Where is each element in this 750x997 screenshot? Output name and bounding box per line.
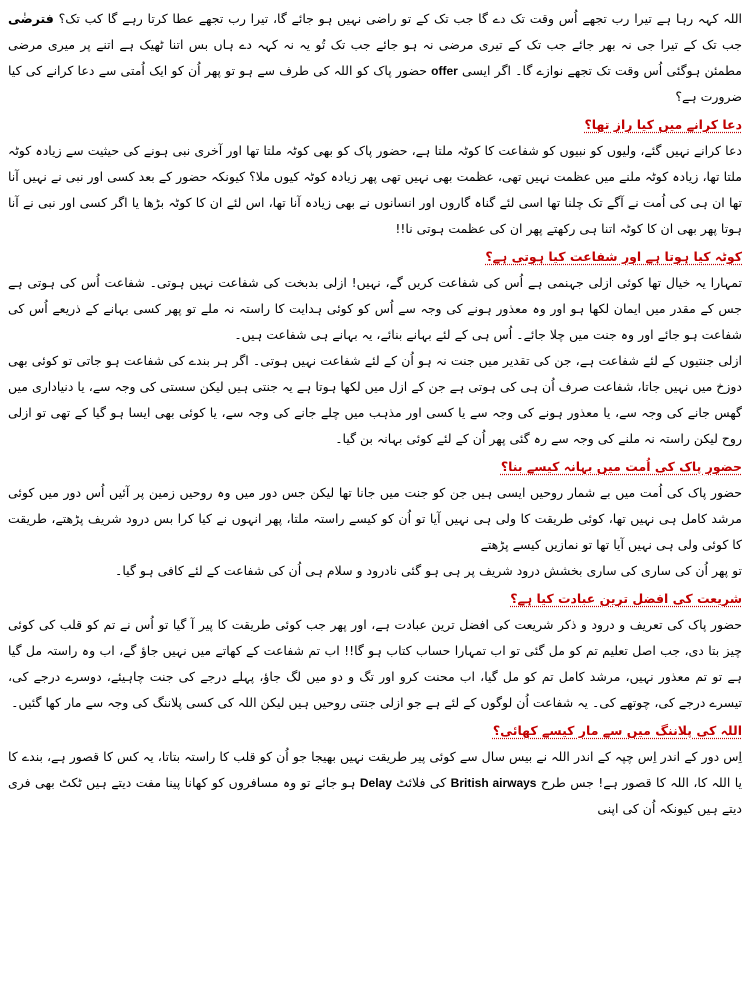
section-heading-3: حضور پاک کی اُمت میں بہانہ کیسے بنا؟ xyxy=(500,459,742,474)
section-heading-1: دعا کرانے میں کیا راز تھا؟ xyxy=(584,117,742,132)
section-5-paragraph-1 xyxy=(8,744,742,822)
section-1-paragraph-1: دعا کرانے نہیں گئے، ولیوں کو نبیوں کو شفاعت کا کوٹہ ملتا ہے، حضور پاک کو بھی کوٹہ ملتا تھا اور آخری نبی ہونے کی حیثیت سے زیادہ کوٹہ ملتا تھا، زیادہ کوٹہ ملنے میں عظمت نہیں تھی، عظمت بھی نہیں تھی پھر زیادہ کوٹہ کیوں ملا؟ کیونکہ حضور کے بعد کسی اور نبی نے نہیں آنا تھا ان ہی کی اُمت نے آگے تک چلنا تھا اسی لئے گناہ گاروں اور انسانوں نے بھی زیادہ آنا تھا، اس لئے ان کا کوٹہ بڑھا یا اگر کسی اور نبی نے آنا ہوتا پھر بھی ان کا کوٹہ اتنا ہی رکھتے پھر ان کی عظمت ہوتی نا!! xyxy=(8,143,742,236)
intro-paragraph xyxy=(8,6,742,110)
intro-latin-offer: offer xyxy=(431,64,458,78)
intro-text-2: جب تک کے تیرا جی نہ بھر جائے جب تک کے تیری مرضی نہ ہو جائے جب تک تُو یہ نہ کہہ دے ہاں بس اتنا ٹھیک ہے اتنے پر میری مرضی مطمئن ہوگئی اُس وقت تک تجھے نوازے گا۔ اگر ایسی xyxy=(8,37,742,78)
section-heading-2: کوٹہ کیا ہوتا ہے اور شفاعت کیا ہوتی ہے؟ xyxy=(485,249,742,264)
section-5-text-rest: ہو جائے تو وہ مسافروں کو کھانا پینا مفت دیتے ہیں ٹکٹ بھی فری دیتے ہیں کیونکہ اُن کی اپنی xyxy=(8,775,742,816)
delay-word: Delay xyxy=(359,776,392,790)
section-3-paragraph-2: تو پھر اُن کی ساری کی ساری بخشش درود شریف پر ہی ہو گئی نادرود و سلام ہی اُن کی شفاعت کے لئے کافی ہو گیا۔ xyxy=(115,563,742,578)
intro-text-1: اللہ کہہ رہا ہے تیرا رب تجھے اُس وقت تک دے گا جب تک کے تو راضی نہیں ہو جائے گا، تیرا رب تجھے عطا کرتا رہے گا کب تک؟ xyxy=(58,11,742,26)
intro-text-3: حضور پاک کو اللہ کی طرف سے ہو تو پھر اُن کو ایک اُمتی سے دعا کرانے کی کیا ضرورت ہے؟ xyxy=(8,63,742,104)
section-5-text: اِس دور کے اندر اِس چپہ کے اندر اللہ نے بیس سال سے کوئی پیر طریقت نہیں بھیجا جو اُن کو قلب کا راستہ بتاتا، یہ کس کا قصور ہے، بندے کا یا اللہ کا، اللہ کا قصور ہے! جس طرح xyxy=(8,749,742,790)
section-4-paragraph-1: حضور پاک کی تعریف و درود و ذکر شریعت کی افضل ترین عبادت ہے، اور پھر جب کوئی طریقت کا پیر آ گیا تو اُس نے تم کو قلب کی کوئی چیز بتا دی، جب اصل تعلیم تم کو مل گئی تو اب تمہارا حساب کتاب ہو گا!! اب تم شفاعت کے کھاتے میں نہیں جاؤ گے، اب وہ راستہ مل گیا ہے تو تم معذور نہیں، مرشد کامل تم کو مل گیا، اب محنت کرو اور تگ و دو میں لگ جاؤ، پہلے درجے کی جنت چاہیئے، دوسرے درجے کی، تیسرے درجے کی، چوتھے کی۔ یہ شفاعت اُن لوگوں کے لئے ہے جو ازلی جنتی روحیں ہیں لیکن اللہ کی کسی پلاننگ کی وجہ سے مار کھا گئیں۔ xyxy=(8,617,742,710)
intro-emphasis: فترضٰی xyxy=(8,11,54,26)
section-2-paragraph-1: تمہارا یہ خیال تھا کوئی ازلی جہنمی ہے اُس کی شفاعت کریں گے، نہیں! ازلی بدبخت کی شفاعت نہیں ہوتی۔ شفاعت اُس کی ہوتی ہے جس کے مقدر میں ایمان لکھا ہو اور وہ معذور ہونے کی وجہ سے اُس کو کوئی ہدایت کا راستہ نہ ملے تو پھر کسی بہانے کے ذریعے اُس کی شفاعت ہو جائے اور وہ جنت میں چلا جائے۔ اُس ہی کے لئے بہانے بنائے، یہ بہانے ہی شفاعت ہیں۔ xyxy=(8,275,742,342)
airline-name: British airways xyxy=(450,776,537,790)
section-heading-5: اللہ کی پلاننگ میں سے مار کیسے کھائی؟ xyxy=(492,723,742,738)
section-2-paragraph-2: ازلی جنتیوں کے لئے شفاعت ہے، جن کی تقدیر میں جنت نہ ہو اُن کے لئے شفاعت نہیں ہوتی۔ اگر ہر بندے کی شفاعت ہو جاتی تو کوئی بھی دوزخ میں نہیں جاتا، شفاعت صرف اُن ہی کی ہوتی ہے جن کے ازل میں لکھا ہوتا ہے یہ جنتی ہیں لیکن سستی کی وجہ سے، یا دنیاداری میں گھس جانے کی وجہ سے، یا معذور ہونے کی وجہ سے یا کسی اور مذہب میں چلے جانے کی وجہ سے، یا کوئی بھی ایسا ہو گیا کے تھی تو ازلی روح لیکن راستہ نہ ملنے کی وجہ سے رہ گئی پھر اُن کے لئے کوئی بہانہ بن گیا۔ xyxy=(8,353,742,446)
section-5-text-mid: کی فلائٹ xyxy=(396,775,447,790)
section-3-paragraph-1: حضور پاک کی اُمت میں بے شمار روحیں ایسی ہیں جن کو جنت میں جانا تھا لیکن جس دور میں وہ روحیں زمین پر آئیں اُس دور میں کوئی مرشد کامل ہی نہیں تھا، کوئی طریقت کا ولی ہی نہیں آیا تو اُن کو کیسے راستہ ملتا، پھر انہوں نے کیا کرا بس درود شریف پڑھتے، طریقت کا کوئی ولی ہی نہیں آیا تھا تو نمازیں کیسے پڑھتے xyxy=(8,485,742,552)
section-heading-4: شریعت کی افضل ترین عبادت کیا ہے؟ xyxy=(510,591,742,606)
